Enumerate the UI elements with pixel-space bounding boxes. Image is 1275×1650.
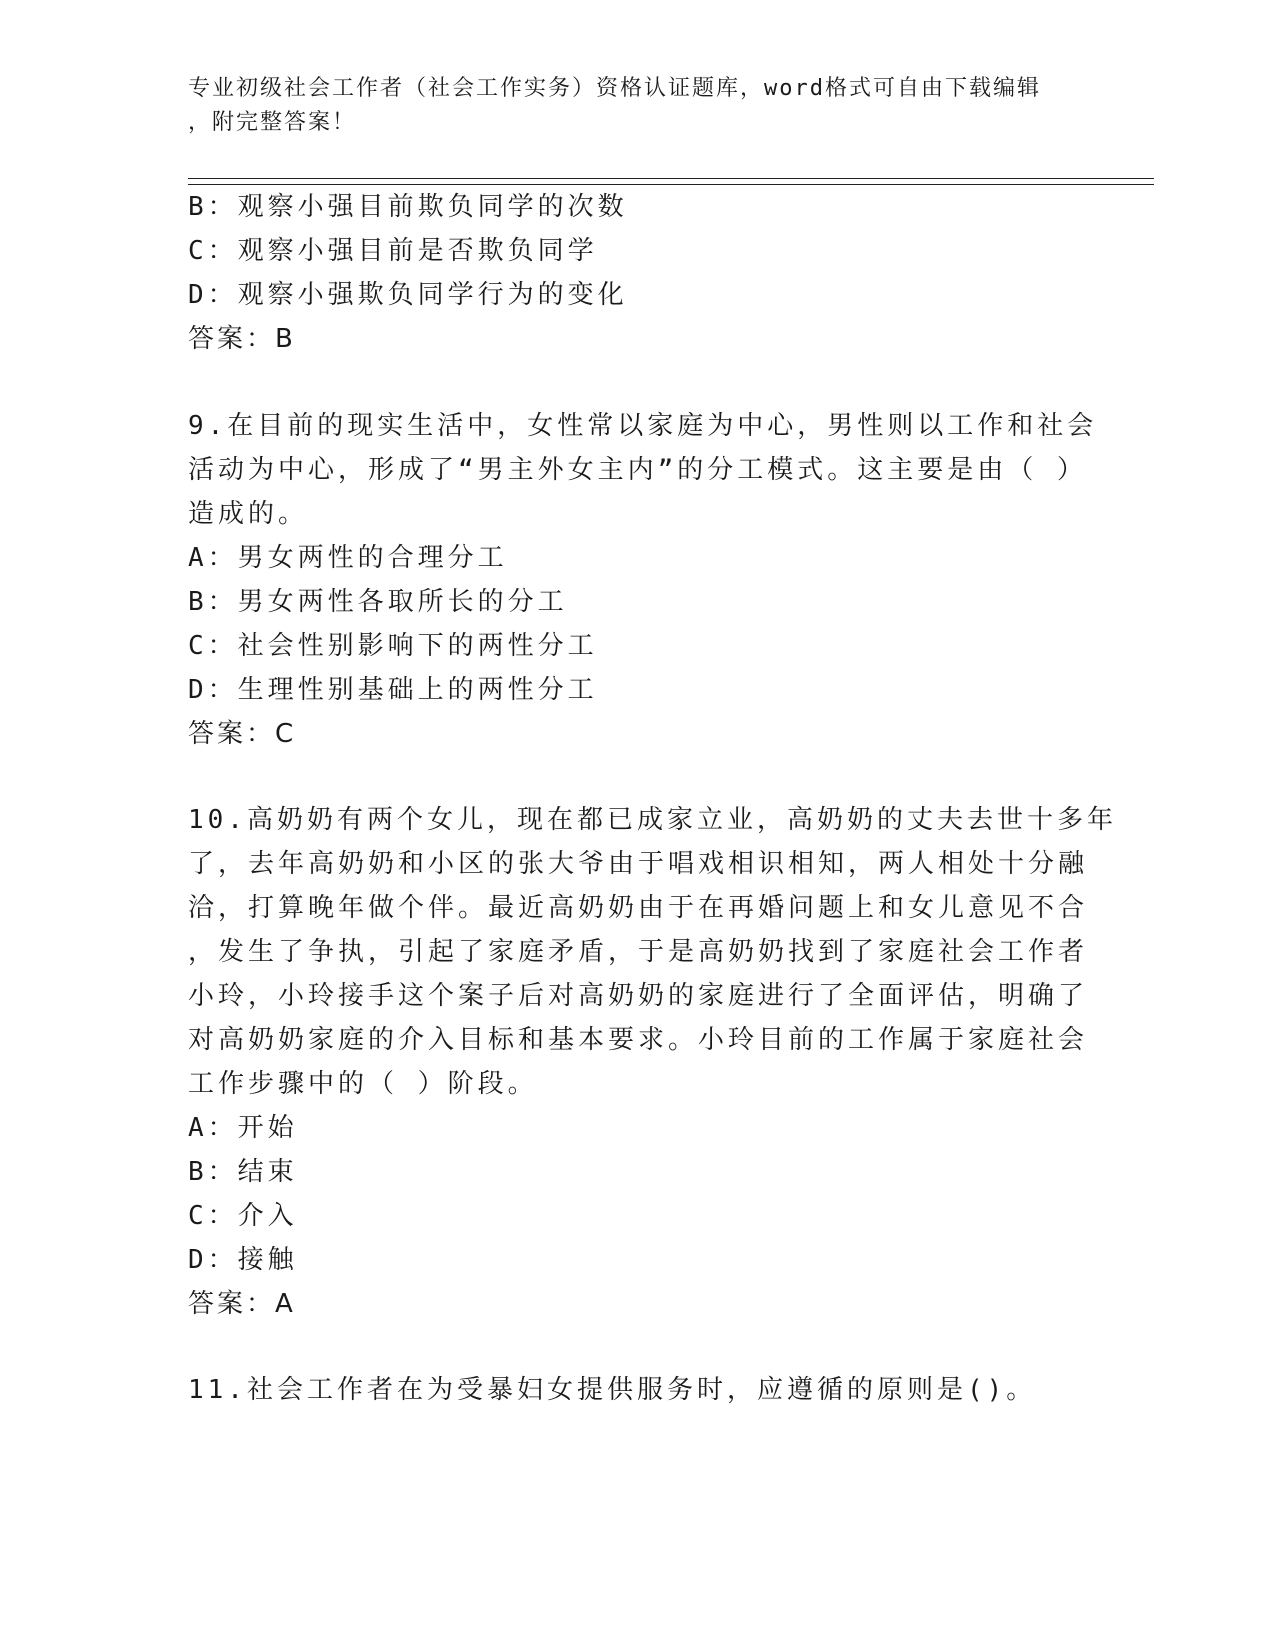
q9-answer: 答案：C — [188, 719, 297, 749]
header-line-1: 专业初级社会工作者（社会工作实务）资格认证题库，word格式可自由下载编辑 — [188, 76, 1041, 101]
q8-answer: 答案：B — [188, 324, 296, 354]
q10-stem-line-4: ，发生了争执，引起了家庭矛盾，于是高奶奶找到了家庭社会工作者 — [188, 937, 1089, 967]
q10-option-b: B：结束 — [188, 1157, 298, 1187]
q9-stem-line-1: 9.在目前的现实生活中，女性常以家庭为中心，男性则以工作和社会 — [188, 411, 1098, 441]
q10-stem-line-7: 工作步骤中的（ ）阶段。 — [188, 1069, 538, 1099]
q10-option-d: D：接触 — [188, 1245, 298, 1275]
q9-option-a: A：男女两性的合理分工 — [188, 543, 508, 573]
q10-stem-line-3: 洽，打算晚年做个伴。最近高奶奶由于在再婚问题上和女儿意见不合 — [188, 893, 1089, 923]
q10-option-c: C：介入 — [188, 1201, 298, 1231]
q10-stem-line-5: 小玲，小玲接手这个案子后对高奶奶的家庭进行了全面评估，明确了 — [188, 981, 1089, 1011]
q8-option-c: C：观察小强目前是否欺负同学 — [188, 236, 598, 266]
q10-stem-line-6: 对高奶奶家庭的介入目标和基本要求。小玲目前的工作属于家庭社会 — [188, 1025, 1089, 1055]
q9-option-c: C：社会性别影响下的两性分工 — [188, 631, 598, 661]
q11-stem-line-1: 11.社会工作者在为受暴妇女提供服务时，应遵循的原则是()。 — [188, 1375, 1037, 1405]
page-header — [188, 72, 1068, 140]
q8-option-b: B：观察小强目前欺负同学的次数 — [188, 192, 628, 222]
q10-stem-line-1: 10.高奶奶有两个女儿，现在都已成家立业，高奶奶的丈夫去世十多年 — [188, 805, 1117, 835]
q10-stem-line-2: 了，去年高奶奶和小区的张大爷由于唱戏相识相知，两人相处十分融 — [188, 849, 1089, 879]
q10-option-a: A：开始 — [188, 1113, 298, 1143]
q9-stem-line-3: 造成的。 — [188, 499, 309, 529]
q9-stem-line-2: 活动为中心，形成了“男主外女主内”的分工模式。这主要是由（ ） — [188, 455, 1087, 485]
q10-answer: 答案：A — [188, 1289, 296, 1319]
header-rule-top — [188, 178, 1154, 179]
header-rule-bottom — [188, 184, 1154, 185]
q8-option-d: D：观察小强欺负同学行为的变化 — [188, 280, 628, 310]
header-line-2: ，附完整答案！ — [188, 110, 357, 135]
q9-option-b: B：男女两性各取所长的分工 — [188, 587, 568, 617]
q9-option-d: D：生理性别基础上的两性分工 — [188, 675, 598, 705]
